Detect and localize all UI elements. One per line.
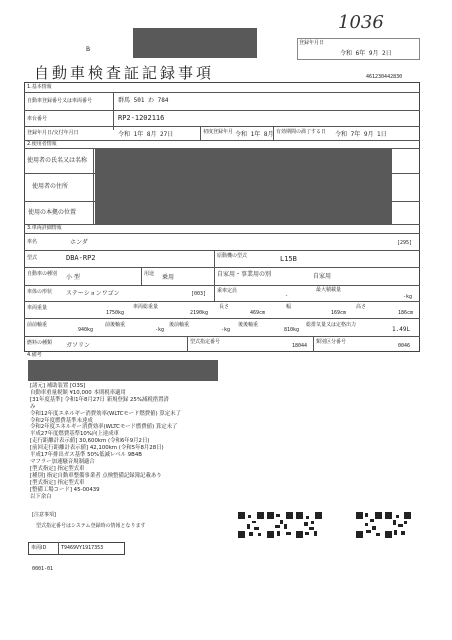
use-value: 乗用 bbox=[162, 274, 175, 281]
maker-value: ホンダ bbox=[70, 239, 88, 246]
shape-code: [003] bbox=[191, 291, 207, 297]
kind-label: 自動車の種別 bbox=[27, 271, 58, 277]
small-mark: B bbox=[86, 46, 91, 53]
qr-code-icon bbox=[267, 512, 293, 538]
purpose-value: 自家用 bbox=[313, 273, 332, 280]
notes-text: 型式指定番号はシステム登録時の情報となります bbox=[36, 523, 146, 529]
basic-section-heading: 1.基本情報 bbox=[27, 84, 52, 90]
max-load-label: 最大積載量 bbox=[316, 287, 342, 293]
shape-value: ステーションワゴン bbox=[66, 290, 120, 297]
first-year-label: 初度登録年月 bbox=[203, 129, 234, 135]
first-year-value: 令和 1年 8月 bbox=[235, 131, 274, 138]
weight-value: 1750kg bbox=[106, 310, 125, 316]
first-reg-label: 登録年月日/交付年月日 bbox=[27, 130, 79, 136]
qr-code-icon bbox=[385, 512, 411, 538]
displacement-label: 総排気量又は定格出力 bbox=[306, 322, 357, 328]
vehicle-id-label: 車両ID bbox=[31, 545, 47, 551]
rear-axle-value: -kg bbox=[221, 327, 231, 333]
class-value: 0046 bbox=[398, 343, 411, 349]
chassis-label: 車台番号 bbox=[27, 116, 48, 122]
maker-label: 車名 bbox=[27, 239, 38, 245]
rear2-axle-label: 後後軸重 bbox=[238, 322, 259, 328]
remarks-section-heading: 4.備考 bbox=[27, 352, 42, 358]
remark-line: [走行距離計表示値] 30,600km (令和6年9月2日) bbox=[30, 438, 150, 445]
user-name-label: 使用者の氏名又は名称 bbox=[27, 157, 88, 164]
remarks-block bbox=[30, 383, 181, 500]
type-num-label: 型式指定番号 bbox=[190, 339, 221, 345]
expiry-value: 令和 7年 9月 1日 bbox=[335, 131, 387, 138]
gross-value: 2190kg bbox=[190, 310, 209, 316]
page-code: 0001-01 bbox=[32, 566, 54, 572]
weight-label: 車両重量 bbox=[27, 305, 48, 311]
front-axle-value: 940kg bbox=[78, 327, 94, 333]
reg-label: 自動車登録番号又は車両番号 bbox=[27, 98, 93, 104]
height-value: 186cm bbox=[398, 310, 414, 316]
user-section-heading: 2.使用者情報 bbox=[27, 141, 57, 147]
length-label: 長さ bbox=[219, 304, 230, 310]
reg-value: 群馬 501 わ 784 bbox=[118, 97, 169, 104]
rear2-axle-value: 810kg bbox=[284, 327, 300, 333]
remark-line: [整備工場コード] 45-00439 bbox=[30, 486, 100, 493]
remark-line: み bbox=[30, 403, 36, 410]
remark-line: マフラー加速騒音規制適合 bbox=[30, 458, 95, 465]
remark-line: 平成17年排出ガス基準 50%低減レベル 9B4B bbox=[30, 452, 142, 459]
qr-code-icon bbox=[296, 512, 322, 538]
maker-code: [295] bbox=[397, 240, 413, 246]
capacity-label: 乗車定員 bbox=[217, 288, 238, 294]
redacted-top-header bbox=[133, 28, 257, 58]
page-title: 自動車検査証記録事項 bbox=[34, 64, 215, 82]
capacity-value: - bbox=[285, 293, 289, 299]
vehicle-id-value: T9469VY1917353 bbox=[61, 545, 104, 551]
issue-date: 令和 6年 9月 2日 bbox=[340, 50, 392, 57]
width-label: 幅 bbox=[286, 304, 292, 310]
use-label: 用途 bbox=[144, 271, 155, 277]
engine-value: L15B bbox=[280, 255, 297, 263]
remark-line: [前回走行距離計表示値] 42,100km (令和5年8月28日) bbox=[30, 445, 164, 452]
front2-axle-label: 前後軸重 bbox=[105, 322, 126, 328]
engine-label: 原動機の型式 bbox=[217, 253, 248, 259]
remark-line: 自動車重量税額 ¥10,000 本則税率適用 bbox=[30, 389, 126, 396]
remark-line: 令和2年度エネルギー消費効率(WLTCモード燃費値) 算定未了 bbox=[30, 424, 178, 431]
length-value: 469cm bbox=[250, 310, 266, 316]
kind-value: 小 型 bbox=[66, 274, 80, 281]
displacement-value: 1.49L bbox=[392, 326, 411, 333]
front-axle-label: 前前軸重 bbox=[27, 322, 48, 328]
doc-number: 461230442830 bbox=[366, 74, 403, 80]
model-label: 型式 bbox=[27, 255, 38, 261]
front2-axle-value: -kg bbox=[155, 327, 165, 333]
height-label: 高さ bbox=[356, 304, 367, 310]
remark-line: 令和12年度エネルギー消費効率(WLTCモード燃費値) 算定未了 bbox=[30, 410, 181, 417]
model-value: DBA-RP2 bbox=[66, 254, 96, 262]
remark-line: [諸元] 補助装置 [O3S] bbox=[30, 383, 86, 389]
rear-axle-label: 後前軸重 bbox=[169, 322, 190, 328]
handwritten-number: 1036 bbox=[338, 12, 384, 33]
remark-line: [型式指定] 指定型式車 bbox=[30, 479, 85, 486]
remark-line: 令和2年度燃費基準未達成 bbox=[30, 417, 93, 424]
purpose-label: 自家用・事業用の別 bbox=[217, 271, 272, 278]
vehicle-section-heading: 3.車両詳細情報 bbox=[27, 225, 62, 231]
notes-label: [注意事項] bbox=[32, 512, 56, 518]
first-reg-value: 令和 1年 8月 27日 bbox=[118, 131, 174, 138]
shape-label: 車体の形状 bbox=[27, 289, 53, 295]
expiry-label: 有効期間の満了する日 bbox=[276, 129, 327, 135]
remark-line: [種別] 指定自動車整備事業者 点検整備記録簿記載あり bbox=[30, 472, 162, 479]
class-label: 類別区分番号 bbox=[316, 339, 347, 345]
redacted-user-info bbox=[95, 148, 392, 224]
remark-line: [31年度基準] 令和1年8月27日 新規登録 25%減税措置済 bbox=[30, 396, 169, 403]
remark-line: [型式指定] 指定型式車 bbox=[30, 465, 85, 472]
remark-line: 平成27年度燃費基準10%向上達成車 bbox=[30, 431, 119, 438]
fuel-label: 燃料の種類 bbox=[27, 340, 53, 346]
gross-label: 車両総重量 bbox=[133, 304, 159, 310]
max-load-value: -kg bbox=[403, 294, 413, 300]
redacted-remarks-header bbox=[28, 360, 218, 381]
fuel-value: ガソリン bbox=[66, 342, 91, 349]
qr-code-icon bbox=[238, 512, 264, 538]
issue-date-label: 登録年月日 bbox=[299, 40, 325, 46]
user-base-label: 使用の本拠の位置 bbox=[28, 209, 77, 216]
qr-code-icon bbox=[356, 512, 382, 538]
type-num-value: 18044 bbox=[292, 343, 308, 349]
remark-line: 以下余白 bbox=[30, 493, 52, 500]
chassis-value: RP2-1202116 bbox=[118, 114, 165, 122]
user-address-label: 使用者の住所 bbox=[32, 183, 69, 190]
width-value: 169cm bbox=[331, 310, 347, 316]
